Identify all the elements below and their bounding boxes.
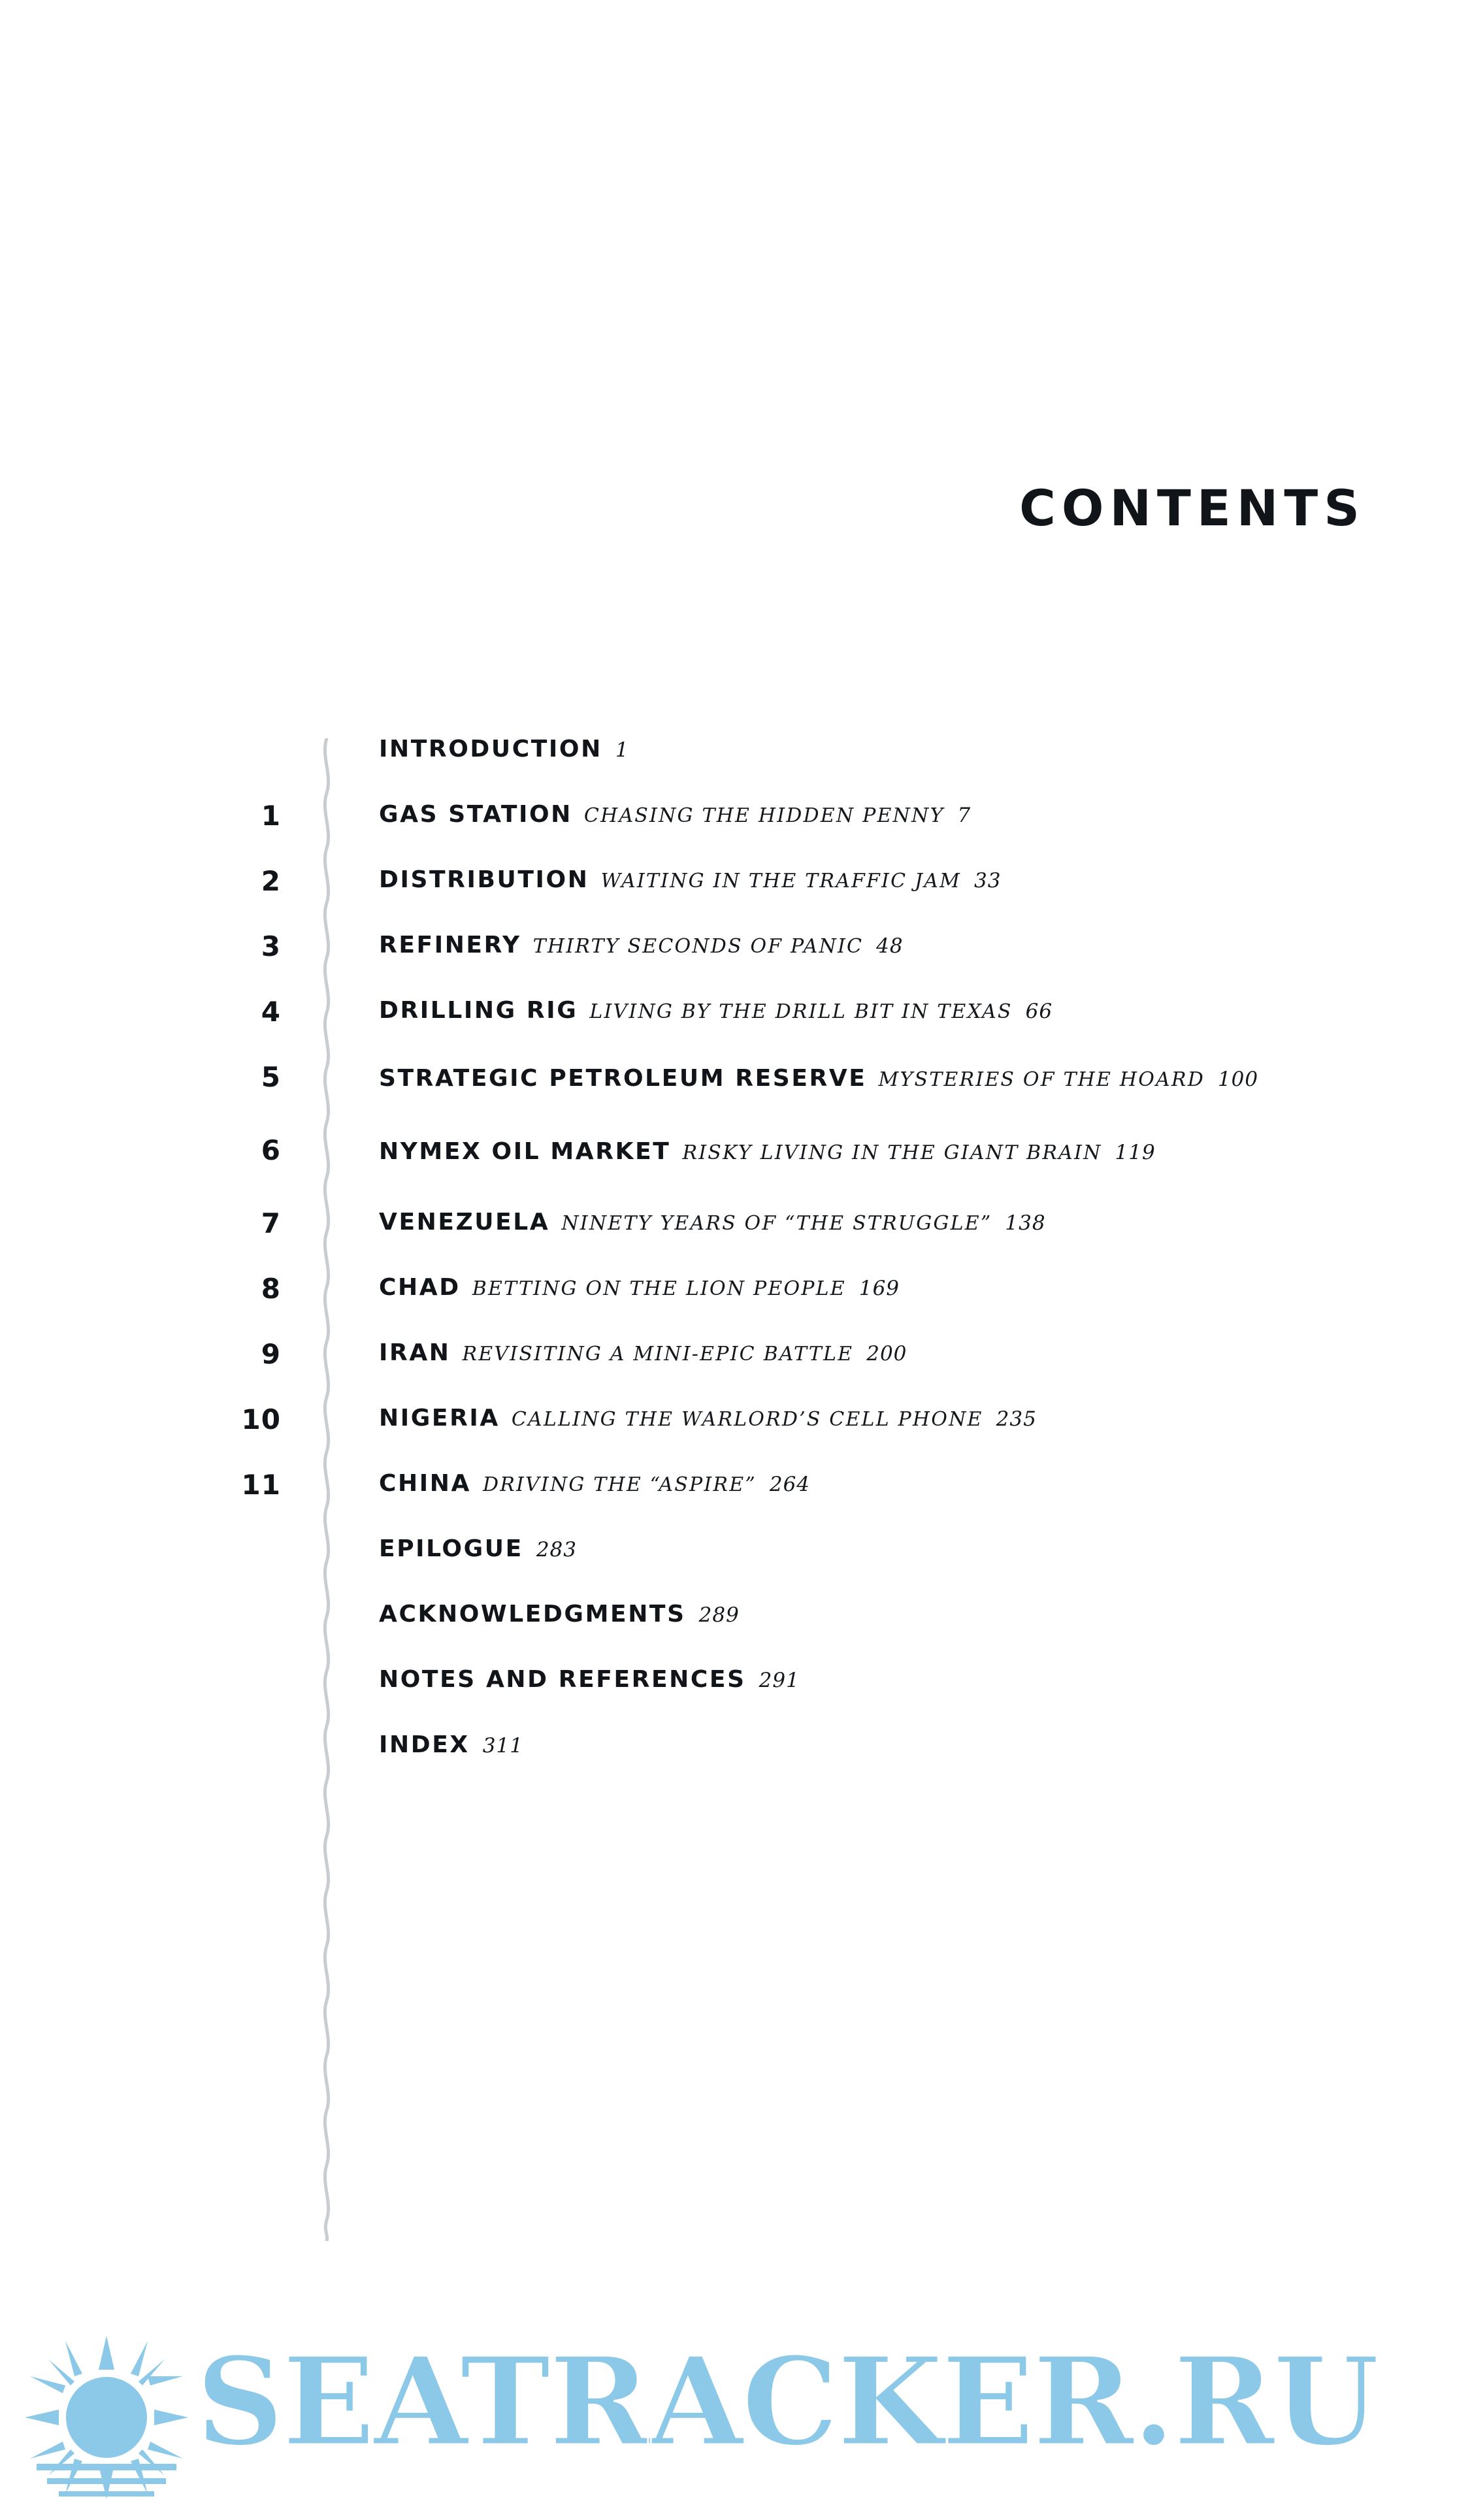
toc-entry-subtitle: MYSTERIES OF THE HOARD (878, 1068, 1205, 1091)
toc-entry-title: NOTES AND REFERENCES (379, 1665, 746, 1693)
toc-entry-china[interactable] (196, 1466, 1320, 1503)
toc-entry-iran[interactable] (196, 1335, 1320, 1372)
toc-entry-title: DRILLING RIG (379, 997, 578, 1024)
toc-entry-title: CHINA (379, 1469, 471, 1497)
toc-entry-subtitle: WAITING IN THE TRAFFIC JAM (600, 870, 961, 892)
toc-entry-subtitle: NINETY YEARS OF “THE STRUGGLE” (561, 1211, 992, 1235)
toc-entry-title: IRAN (379, 1339, 451, 1366)
toc-chapter-number: 9 (261, 1337, 281, 1370)
toc-entry-strategic-petroleum-reserve[interactable] (196, 1058, 1320, 1099)
toc-chapter-number: 1 (261, 800, 281, 832)
toc-entry-page: 291 (759, 1668, 800, 1692)
toc-entry-distribution[interactable] (196, 862, 1320, 899)
toc-entry-title: EPILOGUE (379, 1535, 523, 1562)
toc-entry-nymex-oil-market[interactable] (196, 1132, 1320, 1172)
toc-entry-epilogue[interactable] (196, 1531, 1320, 1568)
toc-entry-gas-station[interactable] (196, 797, 1320, 834)
toc-entry-notes-and-references[interactable] (196, 1662, 1320, 1699)
toc-entry-nigeria[interactable] (196, 1401, 1320, 1437)
toc-chapter-number: 8 (261, 1272, 281, 1305)
toc-entry-title: GAS STATION (379, 801, 572, 828)
toc-entry-page: 235 (996, 1407, 1037, 1431)
watermark (0, 2324, 1470, 2520)
toc-entry-title: INTRODUCTION (379, 736, 602, 762)
toc-entry-title: REFINERY (379, 932, 521, 958)
toc-entry-page: 169 (858, 1276, 900, 1300)
toc-entry-page: 200 (866, 1341, 907, 1366)
toc-entry-subtitle: CALLING THE WARLORD’S CELL PHONE (511, 1407, 983, 1431)
toc-entry-subtitle: CHASING THE HIDDEN PENNY (583, 804, 945, 827)
toc-entry-page: 264 (769, 1472, 811, 1496)
toc-entry-title: NYMEX OIL MARKET (379, 1137, 671, 1165)
toc-entry-page: 100 (1217, 1068, 1259, 1091)
toc-entry-subtitle: RISKY LIVING IN THE GIANT BRAIN (682, 1141, 1102, 1164)
toc-entry-title: CHAD (379, 1273, 461, 1301)
toc-entry-title: DISTRIBUTION (379, 866, 589, 893)
toc-entry-refinery[interactable] (196, 928, 1320, 964)
toc-entry-page: 48 (876, 934, 904, 958)
toc-chapter-number: 6 (261, 1134, 281, 1166)
toc-entry-page: 33 (974, 869, 1002, 892)
toc-entry-page: 138 (1005, 1211, 1046, 1235)
toc-entry-page: 311 (482, 1733, 523, 1758)
toc-entry-page: 283 (536, 1537, 577, 1562)
toc-entry-title: VENEZUELA (379, 1208, 550, 1235)
toc-entry-title: STRATEGIC PETROLEUM RESERVE (379, 1065, 867, 1092)
toc-chapter-number: 7 (261, 1207, 281, 1239)
toc-entry-page: 289 (698, 1603, 740, 1627)
toc-entry-subtitle: DRIVING THE “ASPIRE” (482, 1473, 757, 1496)
toc-entry-acknowledgments[interactable] (196, 1597, 1320, 1633)
toc-chapter-number: 2 (261, 865, 281, 897)
toc-chapter-number: 5 (261, 1061, 281, 1093)
toc-chapter-number: 3 (261, 930, 281, 962)
toc-entry-page: 119 (1115, 1140, 1156, 1164)
toc-entry-subtitle: THIRTY SECONDS OF PANIC (532, 935, 864, 958)
toc-entry-subtitle: REVISITING A MINI-EPIC BATTLE (462, 1342, 854, 1366)
toc-entry-title: NIGERIA (379, 1404, 500, 1432)
sun-icon (25, 2336, 188, 2499)
watermark-text: SEATRACKER.RU (196, 2330, 1379, 2473)
toc-entry-index[interactable] (196, 1727, 1320, 1764)
toc-entry-subtitle: LIVING BY THE DRILL BIT IN TEXAS (589, 1000, 1013, 1023)
toc-chapter-number: 10 (241, 1403, 281, 1435)
toc-chapter-number: 4 (261, 996, 281, 1028)
toc-entry-page: 7 (957, 804, 972, 827)
toc-entry-subtitle: BETTING ON THE LION PEOPLE (472, 1277, 846, 1300)
toc-entry-introduction[interactable] (196, 732, 1320, 768)
toc-entry-title: ACKNOWLEDGMENTS (379, 1600, 686, 1628)
toc-entry-page: 66 (1025, 1000, 1053, 1023)
toc-entry-drilling-rig[interactable] (196, 993, 1320, 1030)
toc-entry-page: 1 (615, 738, 629, 762)
toc-entry-title: INDEX (379, 1731, 470, 1758)
toc-chapter-number: 11 (241, 1468, 281, 1501)
toc-entry-chad[interactable] (196, 1270, 1320, 1307)
toc-entry-venezuela[interactable] (196, 1205, 1320, 1241)
page-title: CONTENTS (1019, 479, 1365, 537)
table-of-contents (196, 732, 1320, 1793)
